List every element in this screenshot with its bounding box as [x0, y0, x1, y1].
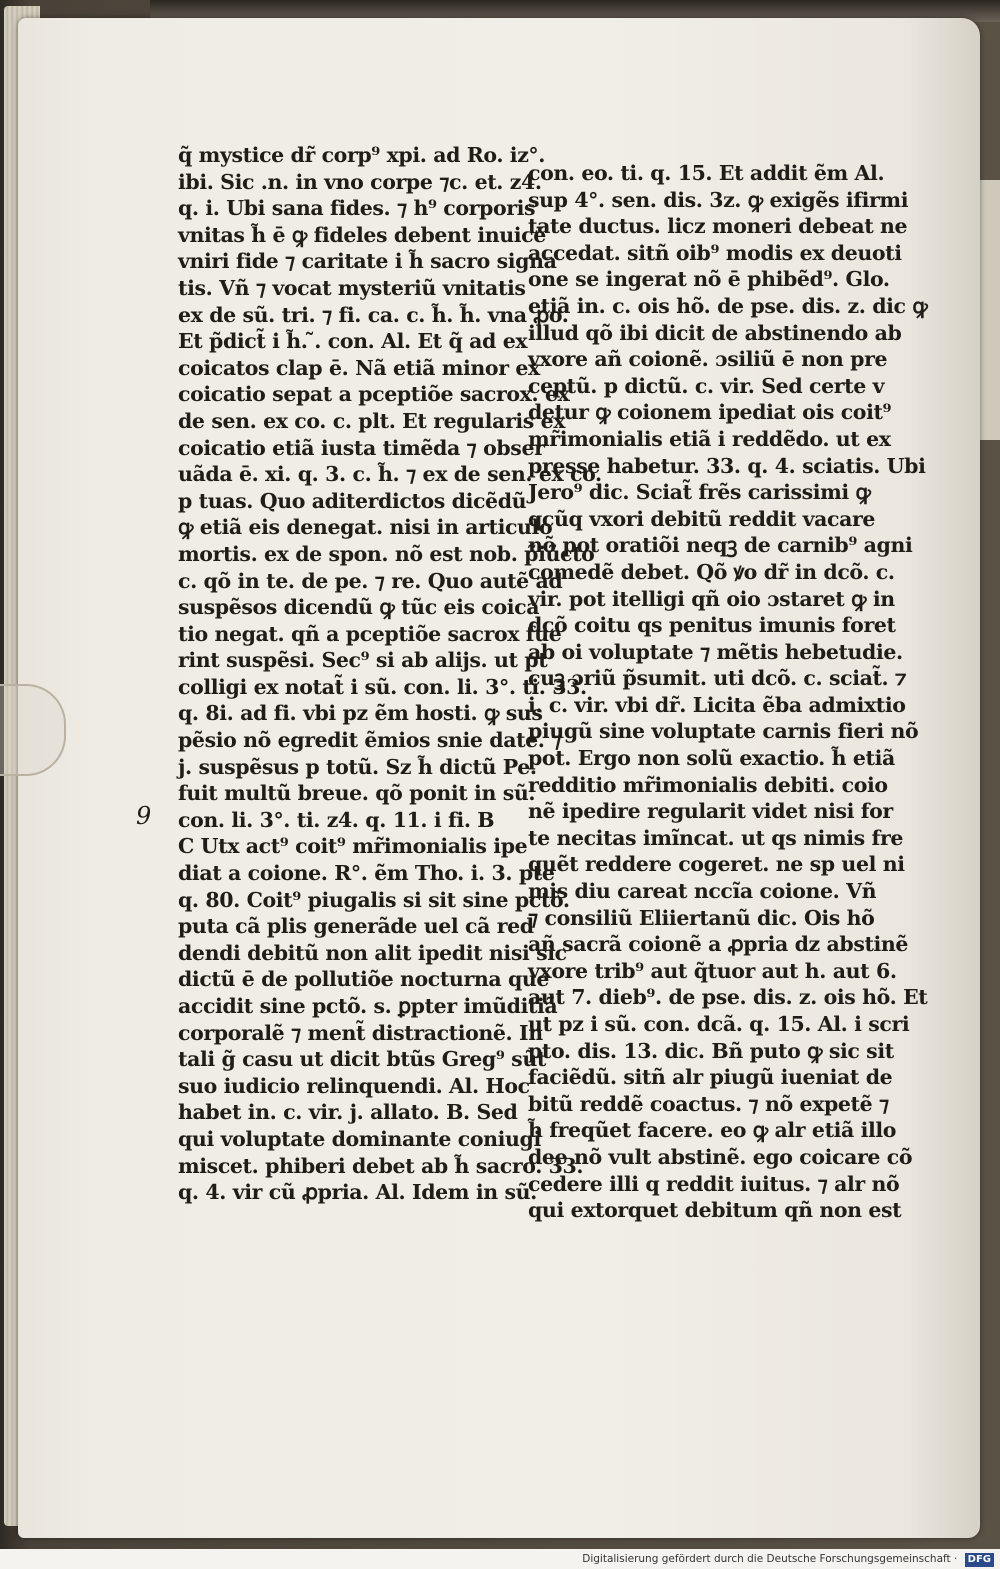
text-line: rint suspẽsi. Sec⁹ si ab alijs. ut pt — [178, 648, 548, 673]
text-line: tali g̃ casu ut dicit btũs Greg⁹ sũt — [178, 1047, 546, 1072]
facing-page-strip — [979, 180, 1000, 440]
text-line: j. suspẽsus p totũ. Sz h̃ dictũ Pe. — [178, 754, 537, 779]
text-line: suspẽsos dicendũ ꝙ tũc eis coica — [178, 595, 540, 620]
text-line: fuit multũ breue. qõ ponit in sũ. — [178, 781, 536, 806]
text-line: coicatos clap ē. Nã etiã minor ex — [178, 355, 540, 380]
text-line: miscet. phiberi debet ab h̃ sacro. 33. — [178, 1153, 584, 1178]
text-line: c. qõ in te. de pe. ⁊ re. Quo autẽ ad — [178, 568, 563, 593]
text-line: dendi debitũ non alit ipedit nisi sic — [178, 940, 567, 965]
text-line: cedere illi q reddit iuitus. ⁊ alr nõ — [528, 1171, 900, 1196]
text-line: mr̃imonialis etiã i reddẽdo. ut ex — [528, 426, 891, 451]
footer-credit — [0, 1549, 1000, 1569]
text-line: corporalẽ ⁊ ment̃ distractionẽ. In — [178, 1020, 543, 1045]
left-text-column — [178, 142, 602, 1206]
text-line: puta cã plis generãde uel cã red — [178, 914, 534, 939]
text-line: dee nõ vult abstinẽ. ego coicare cõ — [528, 1144, 913, 1169]
text-line: illud qõ ibi dicit de abstinendo ab — [528, 320, 902, 345]
dfg-logo-badge: DFG — [965, 1553, 994, 1567]
text-line: ex de sũ. tri. ⁊ fi. ca. c. h̃. h̃. vna ꝓo. — [178, 302, 569, 327]
right-text-column — [528, 160, 928, 1224]
text-line: C Utx act⁹ coit⁹ mr̃imonialis ipe — [178, 834, 528, 859]
text-line: te necitas imĩncat. ut qs nimis fre — [528, 825, 904, 850]
text-line: ceptũ. p dictũ. c. vir. Sed certe v — [528, 373, 885, 398]
text-line: accidit sine pctõ. s. ꝑpter imũditiã — [178, 994, 558, 1018]
text-line: quẽt reddere cogeret. ne sp uel ni — [528, 852, 905, 877]
page-clip — [0, 684, 66, 776]
text-line: one se ingerat nõ ē phibẽd⁹. Glo. — [528, 267, 890, 292]
text-line: de sen. ex co. c. plt. Et regularis ex — [178, 408, 566, 433]
text-line: p tuas. Quo aditerdictos dicẽdũ — [178, 488, 527, 513]
text-line: h̃ freqũet facere. eo ꝙ alr etiã illo — [528, 1118, 897, 1143]
text-line: tate ductus. licz moneri debeat ne — [528, 214, 908, 239]
text-line: piugũ sine voluptate carnis fieri nõ — [528, 719, 919, 744]
text-line: suo iudicio relinquendi. Al. Hoc — [178, 1073, 530, 1098]
text-line: etiã in. c. ois hõ. de pse. dis. z. dic ꝙ — [528, 293, 928, 318]
text-line: bitũ reddẽ coactus. ⁊ nõ expetẽ ⁊ — [528, 1091, 889, 1116]
text-line: cuꝫ ɔriũ p̃sumit. uti dcõ. c. sciat̃. ⁊ — [528, 666, 907, 691]
text-line: diat a coione. R°. ẽm Tho. i. 3. pte — [178, 861, 555, 886]
marginal-number: 9 — [136, 802, 152, 830]
text-line: vnitas h̃ ē ꝙ fideles debent inuicē — [178, 222, 546, 247]
text-line: Jero⁹ dic. Sciat̃ frẽs carissimi ꝙ — [528, 480, 871, 505]
text-line: qcũq vxori debitũ reddit vacare — [528, 506, 876, 531]
text-line: vxore añ coionẽ. ɔsiliũ ē non pre — [528, 347, 888, 372]
text-line: presse habetur. 33. q. 4. sciatis. Ubi — [528, 453, 926, 478]
text-line: vxore trib⁹ aut q̃tuor aut h. aut 6. — [528, 958, 897, 983]
text-line: accedat. sitñ oib⁹ modis ex deuoti — [528, 240, 902, 265]
text-line: redditio mr̃imonialis debiti. coio — [528, 772, 888, 797]
text-line: q. 8i. ad fi. vbi pz ẽm hosti. ꝙ sus — [178, 701, 543, 726]
text-line: mis diu careat nccĩa coione. Vñ — [528, 879, 877, 904]
text-line: dcõ coitu qs penitus imunis foret — [528, 613, 896, 638]
text-line: ibi. Sic .n. in vno corpe ⁊c. et. z4. — [178, 169, 542, 194]
text-line: habet in. c. vir. j. allato. B. Sed — [178, 1100, 518, 1125]
text-line: nõ pot oratiõi neqꝫ de carnib⁹ agni — [528, 533, 913, 558]
text-line: coicatio etiã iusta timẽda ⁊ obser — [178, 435, 545, 460]
text-line: ut pz i sũ. con. dcã. q. 15. Al. i scri — [528, 1012, 910, 1036]
text-line: detur ꝙ coionem ipediat ois coit⁹ — [528, 400, 892, 425]
text-line: colligi ex notat̃ i sũ. con. li. 3°. ti. 33. — [178, 674, 587, 699]
text-line: vniri fide ⁊ caritate i h̃ sacro signa — [178, 249, 557, 274]
text-line: pẽsio nõ egredit ẽmios snie date. ⁊ — [178, 728, 562, 753]
text-line: Et p̃dict̃ i h̃. ̃. con. Al. Et q̃ ad ex — [178, 329, 528, 354]
text-line: ab oi voluptate ⁊ mẽtis hebetudie. — [528, 639, 903, 664]
text-line: añ sacrã coionẽ a ꝓpria dz abstinẽ — [528, 932, 909, 957]
text-line: aut 7. dieb⁹. de pse. dis. z. ois hõ. Et — [528, 985, 928, 1010]
text-line: uãda ē. xi. q. 3. c. h̃. ⁊ ex de sen. ex co. — [178, 462, 602, 487]
text-line: con. li. 3°. ti. z4. q. 11. i fi. B — [178, 807, 495, 832]
text-line: coicatio sepat a pceptiõe sacrox. ex — [178, 382, 570, 407]
text-line: ⁊ consiliũ Eliiertanũ dic. Ois hõ — [528, 905, 875, 930]
text-line: q. i. Ubi sana fides. ⁊ h⁹ corporis — [178, 196, 536, 221]
text-line: con. eo. ti. q. 15. Et addit ẽm Al. — [528, 161, 885, 185]
text-line: nẽ ipedire regularit videt nisi for — [528, 799, 893, 824]
text-line: dictũ ē de pollutiõe nocturna que — [178, 967, 550, 992]
text-line: pot. Ergo non solũ exactio. h̃ etiã — [528, 746, 895, 771]
text-line: q. 80. Coit⁹ piugalis si sit sine pctõ. — [178, 887, 570, 912]
text-line: i. c. vir. vbi dr̃. Licita ẽba admixtio — [528, 692, 906, 717]
text-line: faciẽdũ. sitñ alr piugũ iueniat de — [528, 1065, 893, 1090]
text-line: sup 4°. sen. dis. 3z. ꝙ exigẽs ifirmi — [528, 187, 909, 212]
text-line: ꝙ etiã eis denegat. nisi in articulo — [178, 515, 553, 540]
text-line: q. 4. vir cũ ꝓpria. Al. Idem in sũ. — [178, 1180, 537, 1205]
text-line: vir. pot itelligi qñ oio ɔstaret ꝙ in — [528, 586, 895, 611]
text-line: comedẽ debet. Qõ ꝟo dr̃ in dcõ. c. — [528, 559, 895, 584]
text-line: mortis. ex de spon. nõ est nob. p̃iũcto — [178, 541, 595, 566]
text-line: qui extorquet debitum qñ non est — [528, 1198, 902, 1223]
text-line: qui voluptate dominante coniugi — [178, 1126, 541, 1151]
text-line: q̃ mystice dr̃ corp⁹ xpi. ad Ro. iz°. — [178, 143, 546, 167]
text-line: tio negat. qñ a pceptiõe sacrox fue — [178, 621, 562, 646]
text-line: tis. Vñ ⁊ vocat mysteriũ vnitatis — [178, 275, 526, 300]
text-line: pto. dis. 13. dic. Bñ puto ꝙ sic sit — [528, 1038, 894, 1063]
footer-text: Digitalisierung gefördert durch die Deutsche Forschungsgemeinschaft · — [582, 1553, 958, 1565]
